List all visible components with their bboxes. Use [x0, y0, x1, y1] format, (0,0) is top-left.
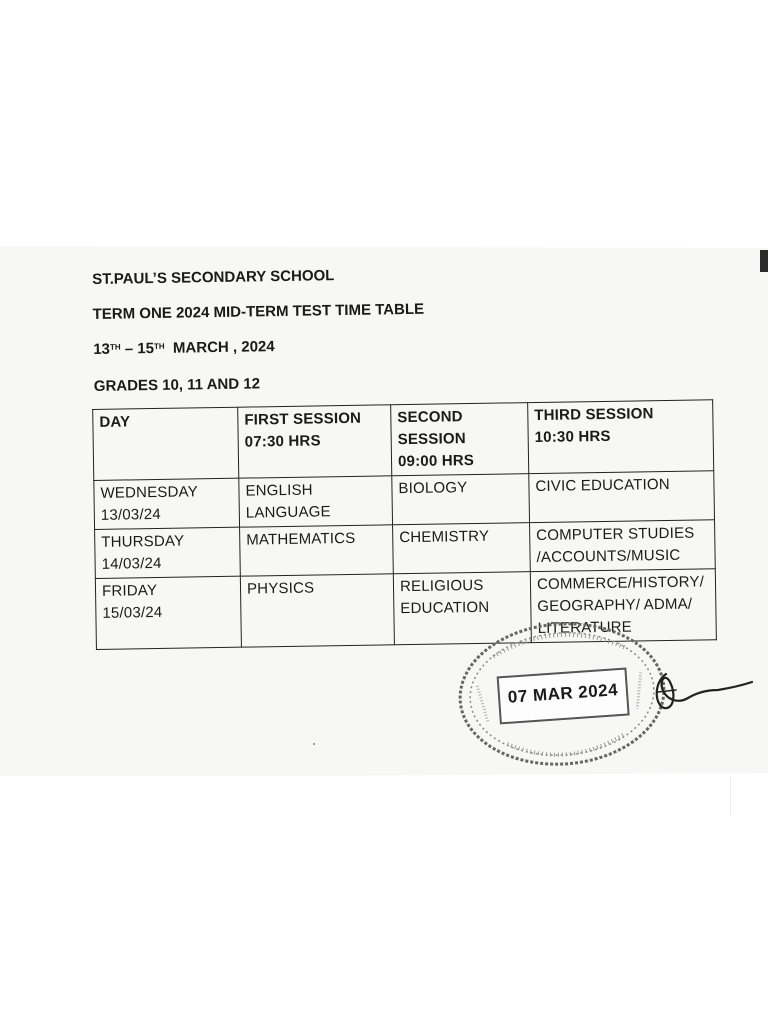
stamp-date-box — [497, 667, 630, 724]
header-label: DAY — [99, 413, 131, 431]
end-day: 15 — [137, 340, 155, 358]
signature-icon — [652, 668, 756, 714]
header-second-session — [391, 403, 529, 476]
day-name: FRIDAY — [101, 581, 158, 600]
first-session-cell — [240, 574, 394, 647]
subject: LANGUAGE — [245, 503, 331, 522]
subject: MATHEMATICS — [246, 529, 356, 549]
day-cell — [94, 478, 240, 529]
first-session-cell — [240, 525, 394, 576]
header-first-session — [238, 405, 392, 478]
subject: LITERATURE — [537, 618, 633, 638]
day-cell — [95, 527, 241, 578]
background-notebook-lines — [0, 776, 768, 816]
header-time: 10:30 HRS — [534, 427, 611, 447]
date-dash: – — [124, 340, 134, 358]
day-date: 14/03/24 — [101, 554, 162, 573]
first-session-cell — [239, 476, 393, 527]
subject: RELIGIOUS — [399, 576, 484, 596]
day-name: THURSDAY — [101, 532, 185, 551]
document-content — [90, 260, 736, 650]
stamp-date: 07 MAR 2024 — [507, 680, 619, 707]
third-session-cell — [529, 471, 715, 523]
document-title: TERM ONE 2024 MID-TERM TEST TIME TABLE — [92, 300, 425, 323]
edge-mark — [760, 250, 768, 272]
end-day-suffix: TH — [153, 341, 165, 352]
subject: PHYSICS — [246, 579, 315, 598]
header-day — [93, 407, 239, 480]
subject: ENGLISH — [245, 481, 313, 500]
third-session-cell — [530, 520, 716, 572]
subject: BIOLOGY — [398, 479, 468, 498]
subject: CHEMISTRY — [399, 527, 490, 547]
start-day-suffix: TH — [109, 342, 121, 352]
subject: COMPUTER STUDIES — [536, 524, 695, 545]
header-time: 09:00 HRS — [397, 451, 475, 471]
day-name: WEDNESDAY — [100, 483, 199, 502]
subject: COMMERCE/HISTORY/ — [536, 573, 705, 594]
header-label: THIRD SESSION — [534, 405, 654, 425]
day-date: 15/03/24 — [102, 603, 163, 622]
header-third-session — [528, 400, 714, 474]
day-date: 13/03/24 — [100, 505, 161, 524]
day-cell — [95, 576, 241, 649]
header-time: 07:30 HRS — [244, 432, 321, 451]
subject: EDUCATION — [400, 598, 490, 618]
month-year: MARCH , 2024 — [172, 338, 275, 357]
table-header-row — [93, 400, 714, 481]
grades-line: GRADES 10, 11 AND 12 — [93, 375, 261, 395]
start-day: 13 — [93, 340, 111, 358]
subject: CIVIC EDUCATION — [535, 475, 670, 496]
header-label: FIRST SESSION — [244, 409, 362, 429]
subject: GEOGRAPHY/ ADMA/ — [537, 595, 693, 616]
speck — [313, 743, 315, 745]
header-label: SECOND SESSION — [397, 408, 466, 449]
second-session-cell — [393, 523, 531, 574]
official-stamp — [451, 613, 673, 775]
subject: /ACCOUNTS/MUSIC — [536, 546, 681, 567]
school-name: ST.PAUL’S SECONDARY SCHOOL — [92, 267, 335, 288]
second-session-cell — [392, 474, 530, 525]
timetable — [92, 399, 717, 650]
